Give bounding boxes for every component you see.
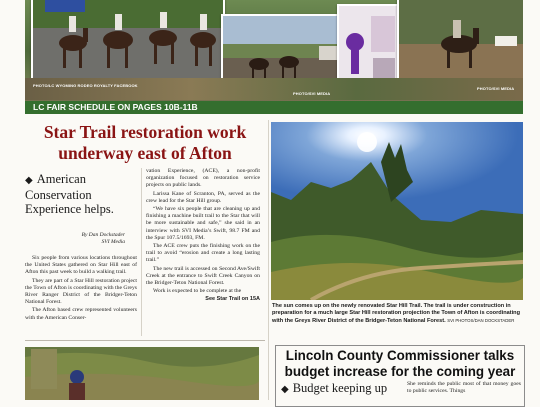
photo-credit-right: PHOTO/SVI MEDIA [477,86,515,91]
fair-schedule-bar [25,101,523,114]
fair-photo-banner [25,0,523,114]
photo-caption [272,303,523,326]
paragraph: Work is expected to be complete at the [153,288,242,295]
section-divider [25,340,265,341]
rodeo-photo [397,0,523,82]
paragraph: vation Experience, (ACE), a non-profit organization focused on restoration service projects on public lands. [146,168,260,189]
page-column-divider [268,120,269,400]
star-trail-deck [25,172,125,216]
diamond-bullet-icon: ◆ [25,175,33,186]
paragraph: “We have six people that are cleaning up and finishing a machine built trail to the Star that will be more sustainable and safe,” she said in an interview with SVI Media’s Swift, 98.7 FM and the Spur 107.5/1693, FM. [146,206,260,241]
continued-link[interactable]: See Star Trail on 15A [205,296,260,303]
star-trail-deck-text: American Conservation Experience helps. [25,172,114,216]
crowd-strip [25,78,523,100]
article-column-1 [25,255,137,323]
byline-org: SVI Media [101,239,125,245]
commissioner-column: She reminds the public most of that money goes to public services. Things [407,381,521,395]
column-divider [141,168,142,336]
trail-rider-photo [25,347,259,400]
photo-caption-credit: SVI PHOTOS/DAN DOCKSTADER [447,318,515,324]
photo-credit-left: PHOTO/LC WYOMING RODEO ROYALTY FACEBOOK [33,83,138,88]
commissioner-headline: Lincoln County Commissioner talks budget increase for the coming year [284,348,516,379]
paragraph: The Afton based crew represented volunteers with the American Conser- [25,307,137,321]
paragraph: The ACE crew puts the finishing work on the trail to avoid “erosion and create a long lasting trail.” [146,243,260,264]
diamond-bullet-icon: ◆ [281,384,289,395]
fair-schedule-text: LC FAIR SCHEDULE ON PAGES 10B-11B [33,102,198,112]
commissioner-deck [281,381,401,397]
byline-author: By Dan Dockstader [81,232,125,238]
article-column-2 [146,168,260,304]
commissioner-deck-text: Budget keeping up [292,381,388,395]
photo-caption-text: The sun comes up on the newly renovated Star Hill Trail. The trail is under construction in preparation for a much large Star Hill restoration projection the Town of Afton is coordinating with the Greys River District of the Bridger-Teton National Forest. [272,303,521,325]
ribbons-photo [337,4,403,88]
paragraph: They are part of a Star Hill restoration project the Town of Afton is coordinating with the Greys River Ranger District of the Bridger-Teton National Forest. [25,277,137,306]
star-hill-trail-photo [271,122,523,300]
photo-credit-mid: PHOTO/SVI MEDIA [293,91,331,96]
paragraph: Six people from various locations throughout the United States gathered on Star Hill east of Afton this past week to build a walking trail. [25,255,137,276]
byline [25,232,125,246]
star-trail-headline: Star Trail restoration work underway east of Afton [43,122,247,163]
paragraph: The new trail is accessed on Second Ave/Swift Creek at the entrance to Swift Creek Canyon on the Bridger-Teton National Forest. [146,265,260,287]
paragraph: Larissa Kane of Scranton, PA, served as the crew lead for the Star Hill group. [146,190,260,204]
horses-parade-photo [31,0,225,82]
